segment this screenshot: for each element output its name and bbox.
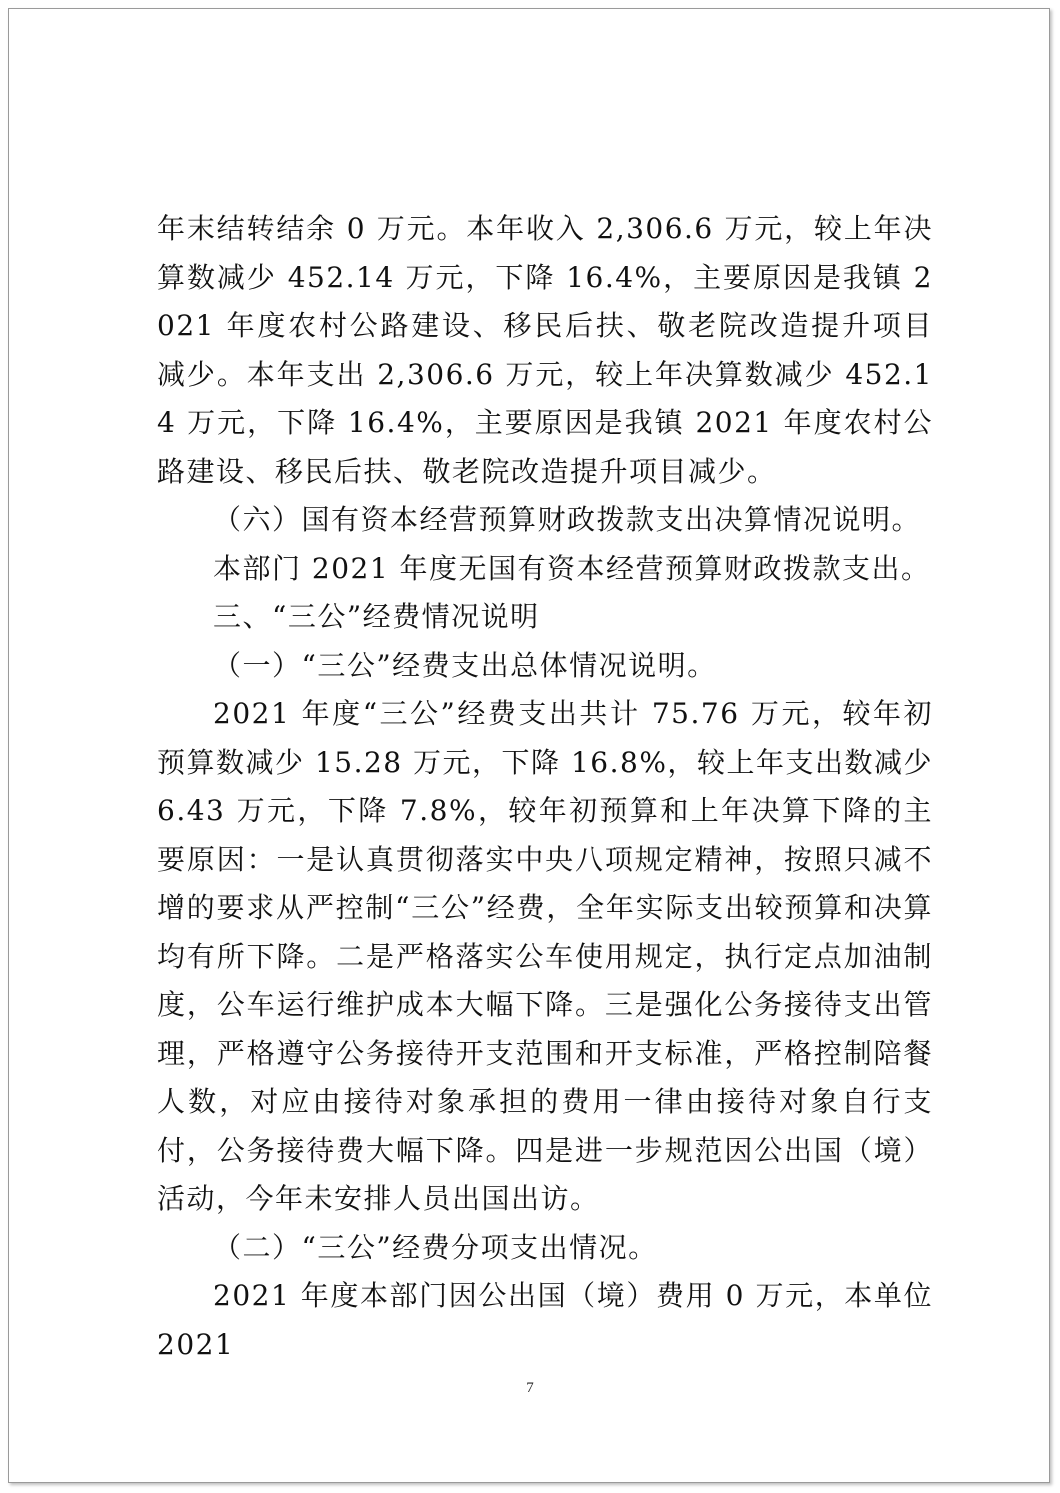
subsection-heading-two: （二）“三公”经费分项支出情况。 xyxy=(213,1230,658,1264)
paragraph: 2021 年度“三公”经费支出共计 75.76 万元，较年初预算数减少 15.28 万元，下降 16.8%，较上年支出数减少 6.43 万元，下降 7.8%，较年初预算和上年决算下降的主要原因：一是认真贯彻落实中央八项规定精神，按照只减不增的要求从严控制“三公”经费，全年实际支出较预算和决算均有所下降。二是严格落实公车使用规定，执行定点加油制度，公车运行维护成本大幅下降。三是强化公务接待支出管理，严格遵守公务接待开支范围和开支标准，严格控制陪餐人数，对应由接待对象承担的费用一律由接待对象自行支付，公务接待费大幅下降。四是进一步规范因公出国（境）活动，今年未安排人员出国出访。 xyxy=(157,697,933,1215)
section-heading-six: （六）国有资本经营预算财政拨款支出决算情况说明。 xyxy=(213,503,922,536)
section-heading-three: 三、“三公”经费情况说明 xyxy=(213,600,540,633)
paragraph: 2021 年度本部门因公出国（境）费用 0 万元，本单位 2021 xyxy=(157,1279,933,1361)
document-page xyxy=(8,8,1050,1483)
page-number: 7 xyxy=(526,1380,534,1396)
subsection-heading-one: （一）“三公”经费支出总体情况说明。 xyxy=(213,648,717,682)
paragraph: 本部门 2021 年度无国有资本经营预算财政拨款支出。 xyxy=(213,551,931,585)
paragraph: 年末结转结余 0 万元。本年收入 2,306.6 万元，较上年决算数减少 452.14 万元，下降 16.4%，主要原因是我镇 2021 年度农村公路建设、移民后扶、敬老院改造提升项目减少。本年支出 2,306.6 万元，较上年决算数减少 452.14 万元，下降 16.4%，主要原因是我镇 2021 年度农村公路建设、移民后扶、敬老院改造提升项目减少。 xyxy=(157,212,933,488)
body-text xyxy=(157,205,933,1369)
